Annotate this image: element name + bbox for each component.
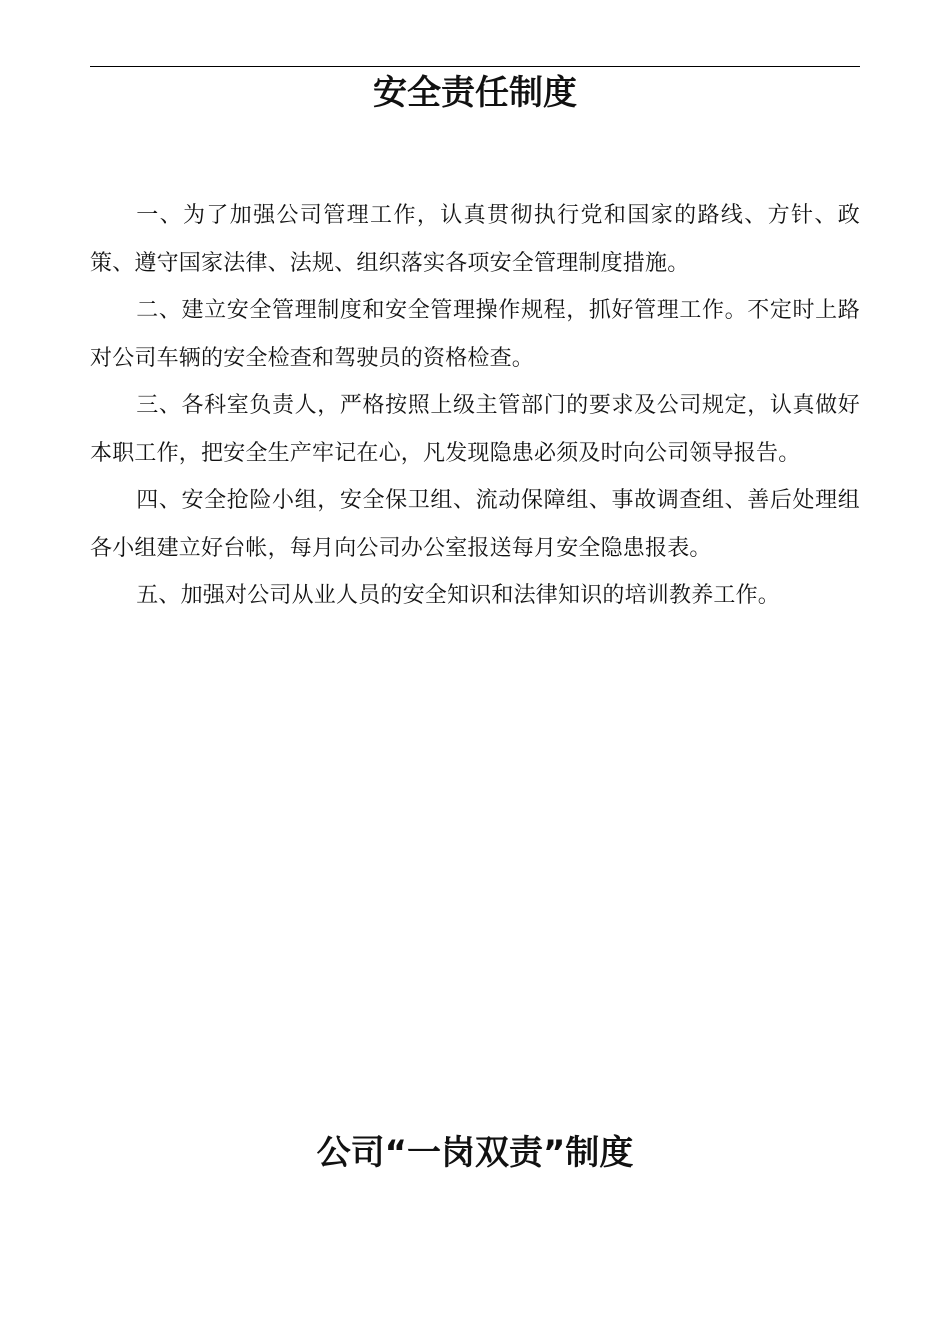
paragraph-4: 四、安全抢险小组，安全保卫组、流动保障组、事故调查组、善后处理组各小组建立好台帐，每月向公司办公室报送每月安全隐患报表。 [90,488,860,561]
paragraph-1: 一、为了加强公司管理工作，认真贯彻执行党和国家的路线、方针、政策、遵守国家法律、法规、组织落实各项安全管理制度措施。 [90,203,860,276]
header-rule [90,66,860,67]
paragraph-5: 五、加强对公司从业人员的安全知识和法律知识的培训教养工作。 [136,583,780,608]
page-title: 安全责任制度 [373,73,577,113]
document-body [90,192,860,620]
section-title: 公司“一岗双责”制度 [316,1133,634,1173]
paragraph-3: 三、各科室负责人，严格按照上级主管部门的要求及公司规定，认真做好本职工作，把安全生产牢记在心，凡发现隐患必须及时向公司领导报告。 [90,393,860,466]
paragraph-2: 二、建立安全管理制度和安全管理操作规程，抓好管理工作。不定时上路对公司车辆的安全检查和驾驶员的资格检查。 [90,298,860,371]
